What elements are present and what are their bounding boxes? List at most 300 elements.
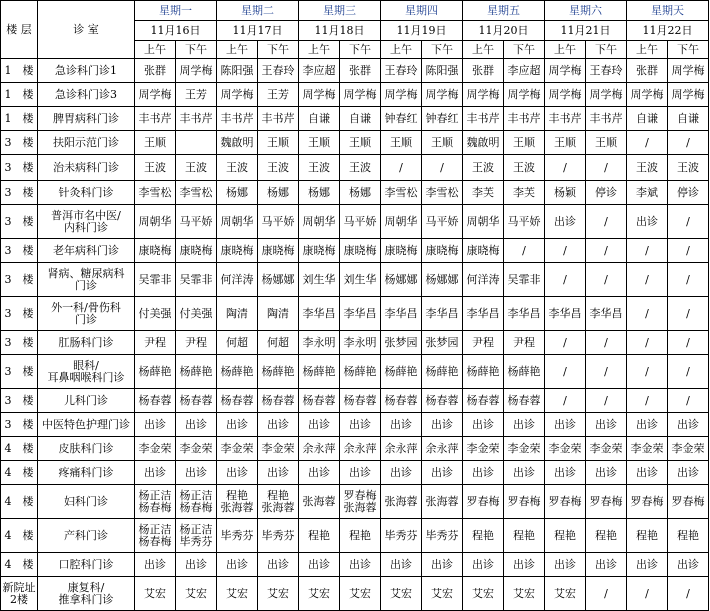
am-doctor-cell: / (627, 239, 668, 263)
pm-doctor-cell: 王波 (668, 155, 709, 181)
am-doctor-cell: 出诊 (217, 553, 258, 577)
pm-doctor-cell: 杨薛艳 (176, 355, 217, 389)
pm-doctor-cell: 艾宏 (340, 577, 381, 611)
am-doctor-cell: 张群 (463, 59, 504, 83)
am-doctor-cell: 杨娜 (299, 181, 340, 205)
am-doctor-cell: / (627, 389, 668, 413)
am-doctor-cell: 何超 (217, 331, 258, 355)
schedule-body (1, 59, 709, 611)
am-doctor-cell: 杨春蓉 (463, 389, 504, 413)
date-header: 11月18日 (299, 21, 381, 41)
pm-doctor-cell: 李金荣 (586, 437, 627, 461)
floor-cell: 3 楼 (1, 331, 38, 355)
floor-cell: 4 楼 (1, 437, 38, 461)
am-doctor-cell: 王顺 (381, 131, 422, 155)
am-doctor-cell: 康晓梅 (381, 239, 422, 263)
table-row (1, 131, 709, 155)
am-doctor-cell: 出诊 (135, 553, 176, 577)
am-doctor-cell: 程艳 (627, 519, 668, 553)
am-doctor-cell: 出诊 (135, 413, 176, 437)
am-doctor-cell: 出诊 (545, 461, 586, 485)
am-doctor-cell: 李雪松 (381, 181, 422, 205)
am-doctor-cell: 杨春蓉 (217, 389, 258, 413)
pm-doctor-cell: 李金荣 (258, 437, 299, 461)
am-doctor-cell: 尹程 (463, 331, 504, 355)
pm-doctor-cell: 出诊 (258, 413, 299, 437)
pm-doctor-cell: 出诊 (176, 461, 217, 485)
am-header: 上午 (381, 41, 422, 59)
am-doctor-cell: 杨薛艳 (217, 355, 258, 389)
am-doctor-cell: 周朝华 (299, 205, 340, 239)
pm-doctor-cell: / (586, 355, 627, 389)
pm-doctor-cell: 王顺 (258, 131, 299, 155)
am-doctor-cell: 张梦园 (381, 331, 422, 355)
pm-doctor-cell: 丰书芹 (258, 107, 299, 131)
am-doctor-cell: 出诊 (381, 553, 422, 577)
am-doctor-cell: / (545, 263, 586, 297)
pm-doctor-cell: 李华昌 (586, 297, 627, 331)
am-doctor-cell: 张海蓉 (299, 485, 340, 519)
am-doctor-cell: 王春玲 (381, 59, 422, 83)
am-doctor-cell: 张海蓉 (381, 485, 422, 519)
department-cell: 妇科门诊 (38, 485, 135, 519)
am-doctor-cell: 程艳 (463, 519, 504, 553)
department-cell: 眼科/ 耳鼻咽喉科门诊 (38, 355, 135, 389)
pm-doctor-cell: 程艳 (340, 519, 381, 553)
am-doctor-cell: 王顺 (545, 131, 586, 155)
pm-doctor-cell: 杨薛艳 (504, 355, 545, 389)
floor-cell: 3 楼 (1, 263, 38, 297)
pm-doctor-cell: 王春玲 (258, 59, 299, 83)
am-doctor-cell: 罗春梅 (463, 485, 504, 519)
am-doctor-cell: 周学梅 (381, 83, 422, 107)
am-doctor-cell: 魏啟明 (463, 131, 504, 155)
am-doctor-cell: 出诊 (627, 413, 668, 437)
date-header: 11月19日 (381, 21, 463, 41)
pm-doctor-cell: 程艳 (668, 519, 709, 553)
pm-doctor-cell: 艾宏 (422, 577, 463, 611)
department-cell: 普洱市名中医/ 内科门诊 (38, 205, 135, 239)
floor-cell: 3 楼 (1, 181, 38, 205)
pm-doctor-cell: 尹程 (176, 331, 217, 355)
pm-doctor-cell: / (586, 155, 627, 181)
pm-doctor-cell: 杨春蓉 (258, 389, 299, 413)
am-doctor-cell: 李金荣 (135, 437, 176, 461)
am-doctor-cell: 王顺 (299, 131, 340, 155)
pm-doctor-cell: 何超 (258, 331, 299, 355)
am-doctor-cell: 杨正洁 杨春梅 (135, 519, 176, 553)
table-row (1, 485, 709, 519)
clinic-header: 诊 室 (38, 1, 135, 59)
table-row (1, 205, 709, 239)
day-header-thu: 星期四 (381, 1, 463, 21)
pm-doctor-cell: 康晓梅 (340, 239, 381, 263)
pm-doctor-cell: / (668, 205, 709, 239)
pm-doctor-cell: 出诊 (176, 553, 217, 577)
pm-doctor-cell: 李金荣 (504, 437, 545, 461)
am-doctor-cell: 艾宏 (463, 577, 504, 611)
date-header: 11月20日 (463, 21, 545, 41)
am-doctor-cell: 李芙 (463, 181, 504, 205)
department-cell: 急诊科门诊1 (38, 59, 135, 83)
am-header: 上午 (545, 41, 586, 59)
pm-doctor-cell: 王波 (504, 155, 545, 181)
am-doctor-cell: 李华昌 (545, 297, 586, 331)
department-cell: 肛肠科门诊 (38, 331, 135, 355)
pm-doctor-cell: 王波 (258, 155, 299, 181)
am-doctor-cell: 康晓梅 (217, 239, 258, 263)
am-doctor-cell: 李金荣 (217, 437, 258, 461)
pm-doctor-cell: 马平娇 (422, 205, 463, 239)
am-doctor-cell: / (627, 131, 668, 155)
am-doctor-cell: 周学梅 (545, 59, 586, 83)
day-header-wed: 星期三 (299, 1, 381, 21)
pm-doctor-cell: 李华昌 (504, 297, 545, 331)
am-doctor-cell: 康晓梅 (135, 239, 176, 263)
floor-cell: 1 楼 (1, 107, 38, 131)
day-header-tue: 星期二 (217, 1, 299, 21)
am-doctor-cell: 出诊 (545, 205, 586, 239)
am-doctor-cell: 李雪松 (135, 181, 176, 205)
pm-doctor-cell: 丰书芹 (176, 107, 217, 131)
pm-doctor-cell: 罗春梅 (586, 485, 627, 519)
am-doctor-cell: 余永萍 (299, 437, 340, 461)
pm-doctor-cell: 李应超 (504, 59, 545, 83)
table-row (1, 413, 709, 437)
pm-doctor-cell: 李永明 (340, 331, 381, 355)
pm-doctor-cell: 李金荣 (668, 437, 709, 461)
pm-doctor-cell: 陶清 (258, 297, 299, 331)
am-doctor-cell: 李永明 (299, 331, 340, 355)
am-doctor-cell: / (381, 155, 422, 181)
am-doctor-cell: 余永萍 (381, 437, 422, 461)
pm-doctor-cell: 罗春梅 (668, 485, 709, 519)
pm-doctor-cell: 王顺 (504, 131, 545, 155)
pm-doctor-cell: 杨春蓉 (340, 389, 381, 413)
am-doctor-cell: 周学梅 (135, 83, 176, 107)
pm-doctor-cell: 艾宏 (176, 577, 217, 611)
am-doctor-cell: 出诊 (217, 413, 258, 437)
am-doctor-cell: 尹程 (135, 331, 176, 355)
pm-doctor-cell: 康晓梅 (176, 239, 217, 263)
pm-doctor-cell: 张梦园 (422, 331, 463, 355)
pm-doctor-cell: 出诊 (176, 413, 217, 437)
am-doctor-cell: / (545, 355, 586, 389)
pm-doctor-cell: 停诊 (586, 181, 627, 205)
date-header: 11月22日 (627, 21, 709, 41)
pm-doctor-cell: / (668, 355, 709, 389)
pm-doctor-cell: 王波 (176, 155, 217, 181)
am-doctor-cell: 杨薛艳 (135, 355, 176, 389)
pm-doctor-cell: 刘生华 (340, 263, 381, 297)
pm-doctor-cell: 余永萍 (340, 437, 381, 461)
am-doctor-cell: 程艳 (545, 519, 586, 553)
am-doctor-cell: 艾宏 (545, 577, 586, 611)
am-doctor-cell: / (627, 263, 668, 297)
am-doctor-cell: 艾宏 (217, 577, 258, 611)
pm-doctor-cell: 李雪松 (422, 181, 463, 205)
pm-doctor-cell: 周学梅 (340, 83, 381, 107)
pm-doctor-cell: 杨正洁 毕秀芬 (176, 519, 217, 553)
pm-doctor-cell: 毕秀芬 (258, 519, 299, 553)
pm-doctor-cell: 余永萍 (422, 437, 463, 461)
floor-cell: 新院址 2楼 (1, 577, 38, 611)
table-row (1, 263, 709, 297)
floor-cell: 3 楼 (1, 239, 38, 263)
pm-doctor-cell: 马平娇 (176, 205, 217, 239)
floor-cell: 1 楼 (1, 59, 38, 83)
am-doctor-cell: / (545, 155, 586, 181)
am-doctor-cell: 周朝华 (381, 205, 422, 239)
table-row (1, 389, 709, 413)
table-row (1, 331, 709, 355)
am-doctor-cell: 周学梅 (217, 83, 258, 107)
pm-header: 下午 (258, 41, 299, 59)
pm-doctor-cell: 杨春蓉 (176, 389, 217, 413)
floor-cell: 3 楼 (1, 297, 38, 331)
pm-doctor-cell: 出诊 (340, 553, 381, 577)
pm-doctor-cell: 李雪松 (176, 181, 217, 205)
department-cell: 老年病科门诊 (38, 239, 135, 263)
pm-doctor-cell: 出诊 (668, 461, 709, 485)
am-doctor-cell: 毕秀芬 (217, 519, 258, 553)
am-doctor-cell: 出诊 (545, 413, 586, 437)
pm-doctor-cell: 丰书芹 (586, 107, 627, 131)
floor-cell: 3 楼 (1, 389, 38, 413)
am-doctor-cell: 付美强 (135, 297, 176, 331)
pm-header: 下午 (504, 41, 545, 59)
floor-cell: 3 楼 (1, 355, 38, 389)
floor-cell: 4 楼 (1, 485, 38, 519)
am-doctor-cell: 自谦 (627, 107, 668, 131)
table-row (1, 355, 709, 389)
pm-doctor-cell: 出诊 (258, 553, 299, 577)
department-cell: 肾病、糖尿病科 门诊 (38, 263, 135, 297)
am-doctor-cell: 陶清 (217, 297, 258, 331)
am-doctor-cell: / (627, 297, 668, 331)
am-doctor-cell: / (627, 355, 668, 389)
am-doctor-cell: 李金荣 (463, 437, 504, 461)
pm-doctor-cell: 吴霏非 (176, 263, 217, 297)
am-doctor-cell: 出诊 (627, 205, 668, 239)
pm-doctor-cell: 出诊 (586, 553, 627, 577)
pm-doctor-cell: 艾宏 (258, 577, 299, 611)
am-doctor-cell: 出诊 (299, 413, 340, 437)
pm-doctor-cell: 周学梅 (668, 83, 709, 107)
pm-doctor-cell: 出诊 (504, 553, 545, 577)
pm-doctor-cell: 停诊 (668, 181, 709, 205)
am-doctor-cell: 出诊 (463, 413, 504, 437)
pm-doctor-cell: 自谦 (340, 107, 381, 131)
pm-doctor-cell: 出诊 (668, 413, 709, 437)
am-doctor-cell: 康晓梅 (299, 239, 340, 263)
pm-doctor-cell: / (668, 239, 709, 263)
am-header: 上午 (299, 41, 340, 59)
pm-doctor-cell: 康晓梅 (422, 239, 463, 263)
am-doctor-cell: 杨薛艳 (381, 355, 422, 389)
department-cell: 口腔科门诊 (38, 553, 135, 577)
pm-doctor-cell: 周学梅 (586, 83, 627, 107)
am-doctor-cell: 王波 (135, 155, 176, 181)
pm-doctor-cell: 陈阳强 (422, 59, 463, 83)
am-doctor-cell: 出诊 (381, 461, 422, 485)
pm-doctor-cell: 杨薛艳 (422, 355, 463, 389)
date-header: 11月21日 (545, 21, 627, 41)
pm-doctor-cell: 王波 (340, 155, 381, 181)
table-row (1, 297, 709, 331)
day-header-sat: 星期六 (545, 1, 627, 21)
pm-doctor-cell: 马平娇 (340, 205, 381, 239)
pm-doctor-cell: 李金荣 (176, 437, 217, 461)
am-doctor-cell: 张群 (135, 59, 176, 83)
pm-doctor-cell: 康晓梅 (258, 239, 299, 263)
pm-doctor-cell: / (586, 239, 627, 263)
pm-doctor-cell: 李华昌 (340, 297, 381, 331)
am-doctor-cell: 出诊 (463, 553, 504, 577)
pm-doctor-cell: 出诊 (422, 461, 463, 485)
am-doctor-cell: 出诊 (627, 553, 668, 577)
am-doctor-cell: 周学梅 (463, 83, 504, 107)
pm-doctor-cell: 王芳 (176, 83, 217, 107)
am-doctor-cell: 程艳 张海蓉 (217, 485, 258, 519)
am-doctor-cell: 丰书芹 (463, 107, 504, 131)
am-doctor-cell: 艾宏 (299, 577, 340, 611)
pm-doctor-cell (176, 131, 217, 155)
pm-doctor-cell: 出诊 (340, 461, 381, 485)
am-doctor-cell: 自谦 (299, 107, 340, 131)
pm-doctor-cell: 周学梅 (176, 59, 217, 83)
pm-doctor-cell: 出诊 (586, 413, 627, 437)
am-doctor-cell: 王波 (217, 155, 258, 181)
pm-doctor-cell: 王春玲 (586, 59, 627, 83)
pm-doctor-cell: 出诊 (422, 553, 463, 577)
am-doctor-cell: 艾宏 (381, 577, 422, 611)
pm-doctor-cell: 王顺 (340, 131, 381, 155)
pm-doctor-cell: 杨娜 (258, 181, 299, 205)
pm-header: 下午 (668, 41, 709, 59)
table-row (1, 437, 709, 461)
table-row (1, 519, 709, 553)
pm-doctor-cell: 杨娜娜 (258, 263, 299, 297)
am-doctor-cell: 出诊 (545, 553, 586, 577)
pm-doctor-cell: 李芙 (504, 181, 545, 205)
pm-doctor-cell: 杨春蓉 (422, 389, 463, 413)
pm-doctor-cell: 杨春蓉 (504, 389, 545, 413)
am-doctor-cell: 李华昌 (463, 297, 504, 331)
am-doctor-cell: 出诊 (299, 461, 340, 485)
am-doctor-cell: 王波 (463, 155, 504, 181)
am-doctor-cell: / (545, 389, 586, 413)
am-doctor-cell: 王波 (627, 155, 668, 181)
am-doctor-cell: 出诊 (135, 461, 176, 485)
am-doctor-cell: 丰书芹 (217, 107, 258, 131)
pm-doctor-cell: 杨娜娜 (422, 263, 463, 297)
table-row (1, 107, 709, 131)
department-cell: 治未病科门诊 (38, 155, 135, 181)
am-doctor-cell: 毕秀芬 (381, 519, 422, 553)
pm-doctor-cell: 付美强 (176, 297, 217, 331)
pm-doctor-cell: 杨薛艳 (340, 355, 381, 389)
pm-doctor-cell: 罗春梅 (504, 485, 545, 519)
pm-doctor-cell: / (668, 331, 709, 355)
am-doctor-cell: 丰书芹 (135, 107, 176, 131)
am-doctor-cell: 杨娜 (217, 181, 258, 205)
pm-doctor-cell: / (668, 577, 709, 611)
am-doctor-cell: 出诊 (627, 461, 668, 485)
pm-doctor-cell: 艾宏 (504, 577, 545, 611)
am-doctor-cell: 杨娜娜 (381, 263, 422, 297)
am-header: 上午 (627, 41, 668, 59)
am-doctor-cell: 魏啟明 (217, 131, 258, 155)
am-doctor-cell: 李华昌 (381, 297, 422, 331)
pm-doctor-cell: 李华昌 (422, 297, 463, 331)
date-header: 11月16日 (135, 21, 217, 41)
pm-doctor-cell: / (586, 331, 627, 355)
table-row (1, 181, 709, 205)
am-doctor-cell: 李金荣 (545, 437, 586, 461)
pm-doctor-cell: 自谦 (668, 107, 709, 131)
pm-doctor-cell: 钟春红 (422, 107, 463, 131)
floor-header: 楼 层 (1, 1, 38, 59)
pm-doctor-cell: 出诊 (586, 461, 627, 485)
am-doctor-cell: 周学梅 (545, 83, 586, 107)
am-doctor-cell: 周学梅 (299, 83, 340, 107)
am-doctor-cell: 李金荣 (627, 437, 668, 461)
floor-cell: 4 楼 (1, 553, 38, 577)
department-cell: 皮肤科门诊 (38, 437, 135, 461)
pm-doctor-cell: 王顺 (422, 131, 463, 155)
floor-cell: 3 楼 (1, 413, 38, 437)
pm-doctor-cell: 张海蓉 (422, 485, 463, 519)
day-header-mon: 星期一 (135, 1, 217, 21)
pm-doctor-cell: / (586, 205, 627, 239)
am-doctor-cell: 杨薛艳 (299, 355, 340, 389)
am-header: 上午 (463, 41, 504, 59)
pm-doctor-cell: 马平娇 (258, 205, 299, 239)
floor-cell: 4 楼 (1, 461, 38, 485)
am-doctor-cell: 何洋涛 (217, 263, 258, 297)
pm-doctor-cell: 出诊 (422, 413, 463, 437)
am-doctor-cell: 钟春红 (381, 107, 422, 131)
pm-doctor-cell: 毕秀芬 (422, 519, 463, 553)
department-cell: 康复科/ 推拿科门诊 (38, 577, 135, 611)
table-row (1, 577, 709, 611)
department-cell: 急诊科门诊3 (38, 83, 135, 107)
pm-doctor-cell: 程艳 (586, 519, 627, 553)
am-doctor-cell: 王顺 (135, 131, 176, 155)
am-doctor-cell: 罗春梅 (627, 485, 668, 519)
am-doctor-cell: 李应超 (299, 59, 340, 83)
am-doctor-cell: 周学梅 (627, 83, 668, 107)
department-cell: 产科门诊 (38, 519, 135, 553)
am-doctor-cell: 杨正洁 杨春梅 (135, 485, 176, 519)
floor-cell: 3 楼 (1, 155, 38, 181)
pm-doctor-cell: 王顺 (586, 131, 627, 155)
floor-cell: 4 楼 (1, 519, 38, 553)
day-header-sun: 星期天 (627, 1, 709, 21)
pm-doctor-cell: / (668, 297, 709, 331)
department-cell: 中医特色护理门诊 (38, 413, 135, 437)
am-doctor-cell: 陈阳强 (217, 59, 258, 83)
floor-cell: 3 楼 (1, 131, 38, 155)
am-doctor-cell: 杨春蓉 (135, 389, 176, 413)
pm-doctor-cell: / (586, 389, 627, 413)
pm-doctor-cell: 尹程 (504, 331, 545, 355)
table-row (1, 83, 709, 107)
pm-doctor-cell: 出诊 (668, 553, 709, 577)
am-doctor-cell: 康晓梅 (463, 239, 504, 263)
pm-doctor-cell: / (422, 155, 463, 181)
